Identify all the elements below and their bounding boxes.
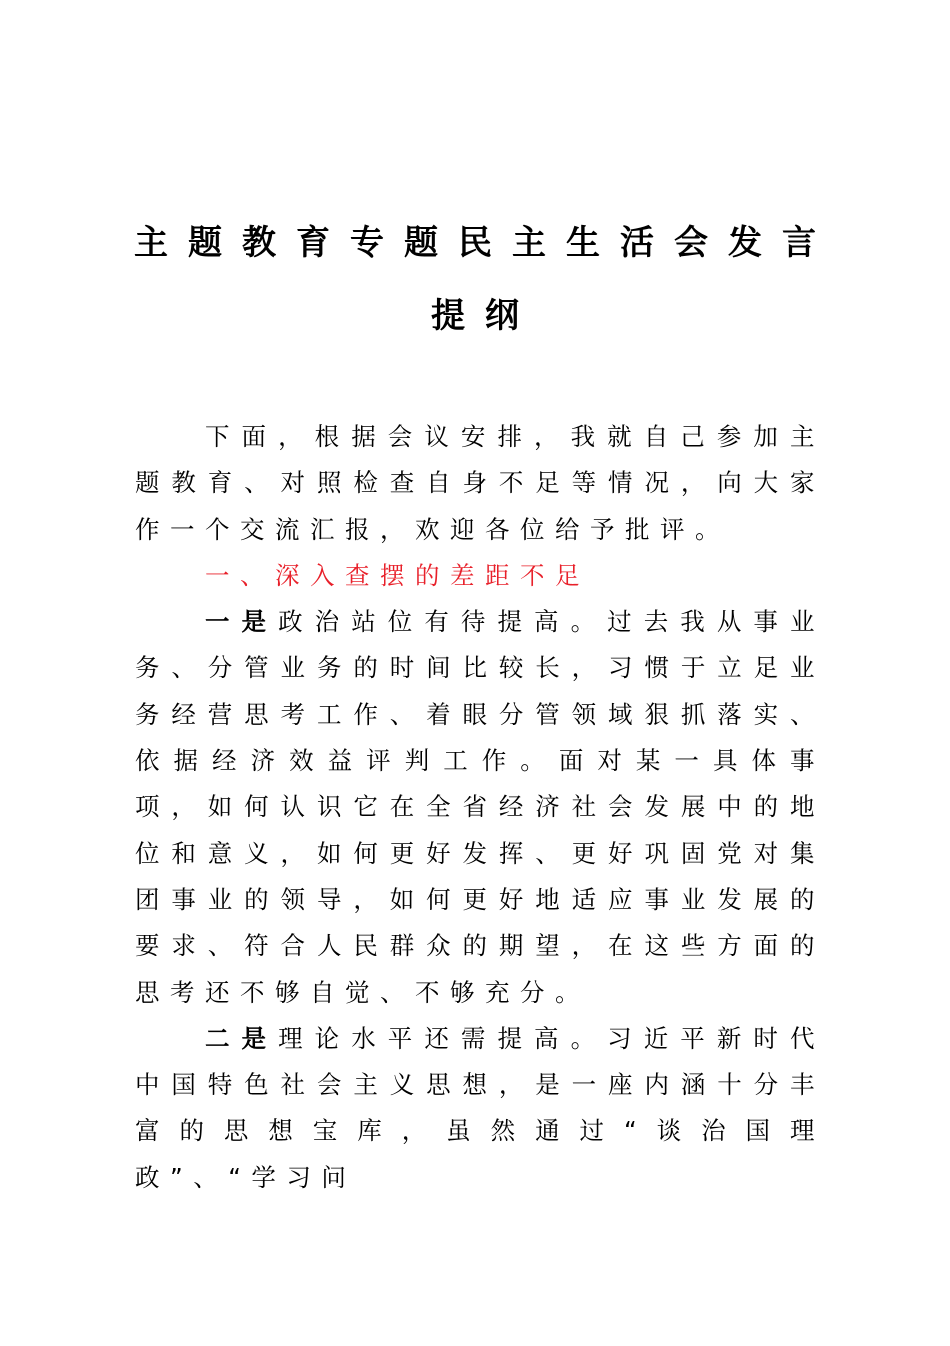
document-title-line-1: 主题教育专题民主生活会发言	[134, 223, 836, 263]
document-body	[135, 414, 825, 1201]
point-1-text: 政治站位有待提高。过去我从事业务、分管业务的时间比较长，习惯于立足业务经营思考工作、着眼分管领域狠抓落实、依据经济效益评判工作。面对某一具体事项，如何认识它在全省经济社会发展中的地位和意义，如何更好发挥、更好巩固党对集团事业的领导，如何更好地适应事业发展的要求、符合人民群众的期望，在这些方面的思考还不够自觉、不够充分。	[135, 607, 825, 1007]
intro-paragraph: 下面，根据会议安排，我就自己参加主题教育、对照检查自身不足等情况，向大家作一个交流汇报，欢迎各位给予批评。	[135, 422, 825, 544]
point-1-paragraph	[135, 599, 825, 1016]
point-2-lead: 二是	[205, 1023, 279, 1053]
document-title-line-2: 提纲	[431, 296, 539, 336]
point-2-paragraph	[135, 1016, 825, 1201]
section-heading: 一、深入查摆的差距不足	[205, 560, 590, 590]
point-2-text: 理论水平还需提高。习近平新时代中国特色社会主义思想，是一座内涵十分丰富的思想宝库，虽然通过“谈治国理政”、“学习问	[135, 1023, 825, 1192]
point-1-lead: 一是	[205, 607, 279, 637]
